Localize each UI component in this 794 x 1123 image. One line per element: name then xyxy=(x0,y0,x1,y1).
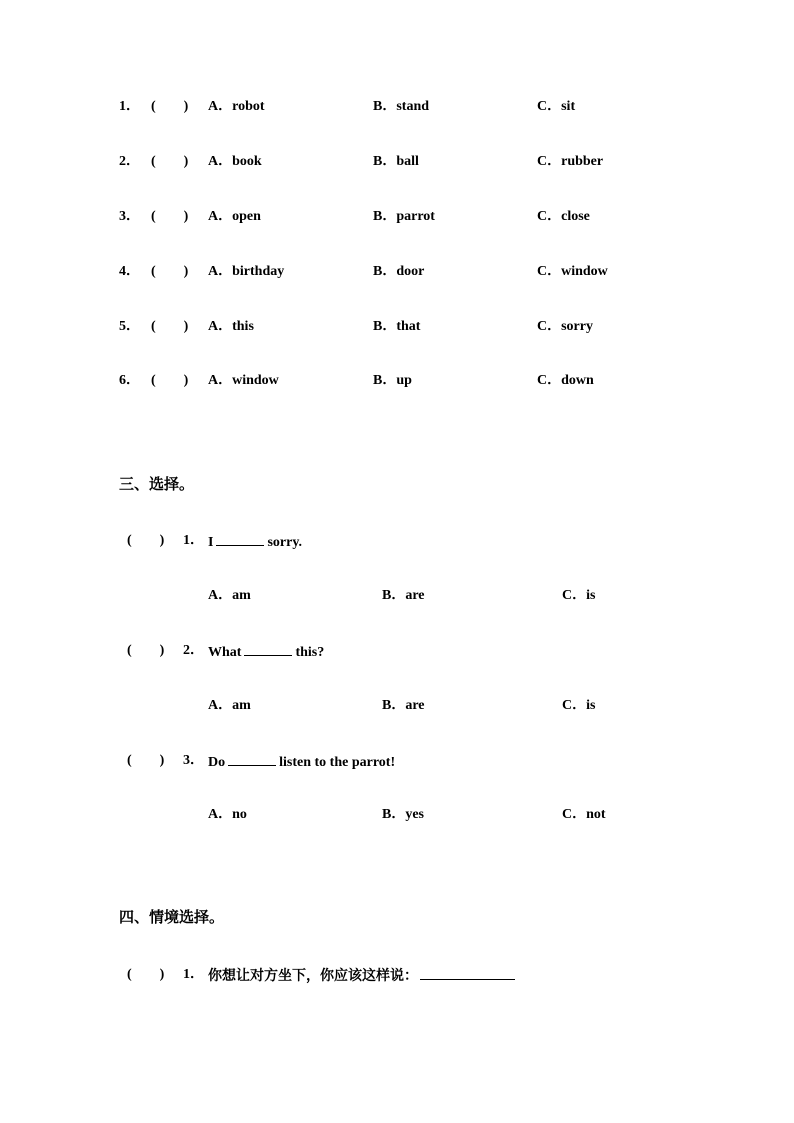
option-a: A．robot xyxy=(208,99,265,114)
answer-blank[interactable]: ( ) xyxy=(151,154,189,169)
answer-blank[interactable]: ( ) xyxy=(127,967,165,982)
fill-blank[interactable] xyxy=(228,753,276,766)
question-text: 你想让对方坐下，你应该这样说： xyxy=(208,967,515,985)
option-b: B．that xyxy=(373,319,421,334)
option-c: C．rubber xyxy=(537,154,604,169)
answer-blank[interactable]: ( ) xyxy=(151,209,189,224)
option-b: B．yes xyxy=(382,807,424,822)
fill-blank[interactable] xyxy=(216,533,264,546)
option-a: A．open xyxy=(208,209,261,224)
option-a: A．birthday xyxy=(208,264,285,279)
answer-blank[interactable]: ( ) xyxy=(151,319,189,334)
option-b: B．parrot xyxy=(373,209,435,224)
question-number: 6． xyxy=(119,373,140,388)
question-number: 5． xyxy=(119,319,140,334)
option-c: C．close xyxy=(537,209,590,224)
answer-blank[interactable]: ( ) xyxy=(151,99,189,114)
question-text: Do listen to the parrot! xyxy=(208,755,396,770)
answer-blank[interactable]: ( ) xyxy=(127,533,165,548)
option-b: B．are xyxy=(382,588,425,603)
option-a: A．book xyxy=(208,154,262,169)
option-a: A．am xyxy=(208,588,251,603)
question-number: 4． xyxy=(119,264,140,279)
fill-blank[interactable] xyxy=(244,643,292,656)
option-b: B．up xyxy=(373,373,412,388)
answer-blank[interactable]: ( ) xyxy=(127,753,165,768)
answer-blank[interactable]: ( ) xyxy=(151,264,189,279)
answer-blank[interactable]: ( ) xyxy=(127,643,165,658)
question-number: 2． xyxy=(119,154,140,169)
question-text: What this? xyxy=(208,645,325,660)
question-number: 2． xyxy=(183,643,204,658)
option-a: A．this xyxy=(208,319,254,334)
option-b: B．stand xyxy=(373,99,430,114)
option-c: C．is xyxy=(562,698,596,713)
question-number: 3． xyxy=(119,209,140,224)
option-c: C．sorry xyxy=(537,319,593,334)
option-c: C．is xyxy=(562,588,596,603)
option-b: B．door xyxy=(373,264,425,279)
option-b: B．ball xyxy=(373,154,419,169)
option-a: A．no xyxy=(208,807,247,822)
option-c: C．window xyxy=(537,264,608,279)
question-number: 1． xyxy=(183,533,204,548)
option-a: A．window xyxy=(208,373,279,388)
section-title-choice: 三、选择。 xyxy=(119,477,195,493)
option-a: A．am xyxy=(208,698,251,713)
question-number: 1． xyxy=(119,99,140,114)
question-number: 3． xyxy=(183,753,204,768)
section-title-situation: 四、情境选择。 xyxy=(119,910,225,926)
answer-blank[interactable]: ( ) xyxy=(151,373,189,388)
fill-blank[interactable] xyxy=(420,967,515,980)
option-c: C．not xyxy=(562,807,606,822)
option-b: B．are xyxy=(382,698,425,713)
option-c: C．sit xyxy=(537,99,576,114)
question-number: 1． xyxy=(183,967,204,982)
option-c: C．down xyxy=(537,373,594,388)
question-text: I sorry. xyxy=(208,535,303,550)
